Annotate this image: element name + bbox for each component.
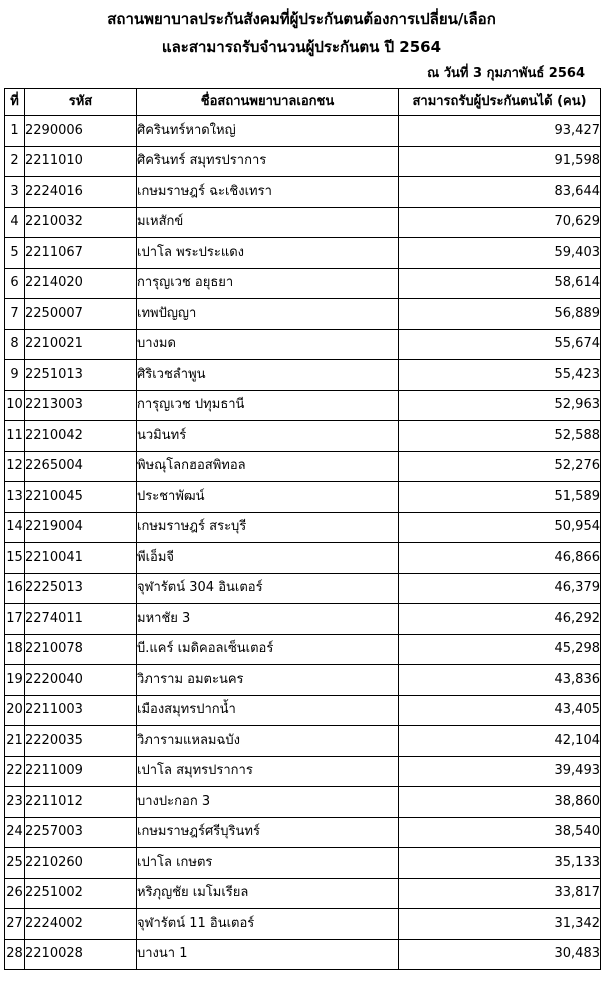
row-number: 16 (5, 573, 25, 604)
hospital-name: เมืองสมุทรปากน้ำ (137, 695, 399, 726)
table-row (5, 543, 601, 574)
hospital-code: 2220035 (25, 726, 137, 757)
hospital-name: เกษมราษฎร์ศรีบุรินทร์ (137, 817, 399, 848)
capacity-value: 31,342 (399, 909, 601, 940)
table-row (5, 726, 601, 757)
capacity-value: 45,298 (399, 634, 601, 665)
capacity-value: 58,614 (399, 268, 601, 299)
table-row (5, 268, 601, 299)
row-number: 18 (5, 634, 25, 665)
hospital-code: 2224016 (25, 177, 137, 208)
hospital-name: จุฬารัตน์ 304 อินเตอร์ (137, 573, 399, 604)
row-number: 20 (5, 695, 25, 726)
capacity-value: 59,403 (399, 238, 601, 269)
table-row (5, 909, 601, 940)
column-header-no: ที่ (5, 89, 25, 116)
hospital-name: วิภารามแหลมฉบัง (137, 726, 399, 757)
capacity-value: 42,104 (399, 726, 601, 757)
table-row (5, 146, 601, 177)
capacity-value: 33,817 (399, 878, 601, 909)
hospital-name: เกษมราษฎร์ สระบุรี (137, 512, 399, 543)
row-number: 14 (5, 512, 25, 543)
row-number: 21 (5, 726, 25, 757)
hospital-table (4, 88, 601, 970)
hospital-code: 2210041 (25, 543, 137, 574)
capacity-value: 56,889 (399, 299, 601, 330)
hospital-code: 2211009 (25, 756, 137, 787)
capacity-value: 46,292 (399, 604, 601, 635)
capacity-value: 51,589 (399, 482, 601, 513)
hospital-name: มหาชัย 3 (137, 604, 399, 635)
capacity-value: 52,588 (399, 421, 601, 452)
hospital-name: นวมินทร์ (137, 421, 399, 452)
capacity-value: 46,379 (399, 573, 601, 604)
capacity-value: 38,540 (399, 817, 601, 848)
capacity-value: 30,483 (399, 939, 601, 970)
table-row (5, 848, 601, 879)
hospital-code: 2250007 (25, 299, 137, 330)
hospital-code: 2251002 (25, 878, 137, 909)
table-row (5, 116, 601, 147)
table-row (5, 756, 601, 787)
hospital-name: มเหสักข์ (137, 207, 399, 238)
hospital-name: เทพปัญญา (137, 299, 399, 330)
capacity-value: 70,629 (399, 207, 601, 238)
hospital-name: ประชาพัฒน์ (137, 482, 399, 513)
hospital-name: วิภาราม อมตะนคร (137, 665, 399, 696)
hospital-name: ศิครินทร์ สมุทรปราการ (137, 146, 399, 177)
row-number: 17 (5, 604, 25, 635)
as-of-date: ณ วันที่ 3 กุมภาพันธ์ 2564 (427, 66, 585, 81)
hospital-code: 2210078 (25, 634, 137, 665)
hospital-code: 2290006 (25, 116, 137, 147)
table-body (5, 116, 601, 970)
hospital-name: บางมด (137, 329, 399, 360)
document-title: สถานพยาบาลประกันสังคมที่ผู้ประกันตนต้องการเปลี่ยน/เลือก (107, 10, 496, 28)
capacity-value: 55,674 (399, 329, 601, 360)
capacity-value: 83,644 (399, 177, 601, 208)
row-number: 19 (5, 665, 25, 696)
row-number: 24 (5, 817, 25, 848)
table-row (5, 177, 601, 208)
row-number: 10 (5, 390, 25, 421)
table-row (5, 817, 601, 848)
hospital-name: ศิริเวชลำพูน (137, 360, 399, 391)
row-number: 3 (5, 177, 25, 208)
table-row (5, 390, 601, 421)
table-row (5, 695, 601, 726)
table-row (5, 360, 601, 391)
capacity-value: 93,427 (399, 116, 601, 147)
capacity-value: 46,866 (399, 543, 601, 574)
capacity-value: 52,963 (399, 390, 601, 421)
hospital-name: เกษมราษฎร์ ฉะเชิงเทรา (137, 177, 399, 208)
hospital-name: เปาโล สมุทรปราการ (137, 756, 399, 787)
hospital-code: 2210260 (25, 848, 137, 879)
table-row (5, 665, 601, 696)
row-number: 28 (5, 939, 25, 970)
hospital-code: 2265004 (25, 451, 137, 482)
hospital-name: การุญเวช ปทุมธานี (137, 390, 399, 421)
hospital-code: 2214020 (25, 268, 137, 299)
hospital-name: หริภุญชัย เมโมเรียล (137, 878, 399, 909)
document-subtitle: และสามารถรับจำนวนผู้ประกันตน ปี 2564 (161, 38, 442, 56)
row-number: 4 (5, 207, 25, 238)
capacity-value: 35,133 (399, 848, 601, 879)
row-number: 15 (5, 543, 25, 574)
row-number: 6 (5, 268, 25, 299)
table-row (5, 512, 601, 543)
hospital-name: เปาโล เกษตร (137, 848, 399, 879)
capacity-value: 50,954 (399, 512, 601, 543)
table-row (5, 939, 601, 970)
row-number: 5 (5, 238, 25, 269)
table-row (5, 299, 601, 330)
table-header-row (5, 89, 601, 116)
row-number: 23 (5, 787, 25, 818)
hospital-name: การุญเวช อยุธยา (137, 268, 399, 299)
hospital-code: 2219004 (25, 512, 137, 543)
hospital-name: บางปะกอก 3 (137, 787, 399, 818)
table-row (5, 482, 601, 513)
capacity-value: 39,493 (399, 756, 601, 787)
hospital-code: 2210032 (25, 207, 137, 238)
hospital-code: 2274011 (25, 604, 137, 635)
capacity-value: 43,405 (399, 695, 601, 726)
table-row (5, 604, 601, 635)
hospital-code: 2211010 (25, 146, 137, 177)
row-number: 26 (5, 878, 25, 909)
hospital-code: 2213003 (25, 390, 137, 421)
capacity-value: 38,860 (399, 787, 601, 818)
hospital-code: 2210028 (25, 939, 137, 970)
row-number: 12 (5, 451, 25, 482)
table-row (5, 787, 601, 818)
hospital-code: 2211012 (25, 787, 137, 818)
hospital-code: 2220040 (25, 665, 137, 696)
hospital-name: บี.แคร์ เมดิคอลเซ็นเตอร์ (137, 634, 399, 665)
hospital-code: 2251013 (25, 360, 137, 391)
hospital-name: พิษณุโลกฮอสพิทอล (137, 451, 399, 482)
capacity-value: 52,276 (399, 451, 601, 482)
row-number: 1 (5, 116, 25, 147)
row-number: 22 (5, 756, 25, 787)
hospital-code: 2210021 (25, 329, 137, 360)
table-row (5, 634, 601, 665)
capacity-value: 55,423 (399, 360, 601, 391)
row-number: 9 (5, 360, 25, 391)
table-row (5, 878, 601, 909)
row-number: 25 (5, 848, 25, 879)
capacity-value: 43,836 (399, 665, 601, 696)
row-number: 13 (5, 482, 25, 513)
table-row (5, 238, 601, 269)
row-number: 2 (5, 146, 25, 177)
capacity-value: 91,598 (399, 146, 601, 177)
hospital-name: พีเอ็มจี (137, 543, 399, 574)
table-row (5, 421, 601, 452)
row-number: 11 (5, 421, 25, 452)
hospital-code: 2210042 (25, 421, 137, 452)
hospital-name: ศิครินทร์หาดใหญ่ (137, 116, 399, 147)
hospital-code: 2224002 (25, 909, 137, 940)
table-row (5, 451, 601, 482)
hospital-code: 2210045 (25, 482, 137, 513)
table-row (5, 207, 601, 238)
column-header-capacity: สามารถรับผู้ประกันตนได้ (คน) (399, 89, 601, 116)
row-number: 27 (5, 909, 25, 940)
hospital-name: เปาโล พระประแดง (137, 238, 399, 269)
hospital-code: 2211067 (25, 238, 137, 269)
hospital-code: 2211003 (25, 695, 137, 726)
row-number: 7 (5, 299, 25, 330)
hospital-name: บางนา 1 (137, 939, 399, 970)
column-header-code: รหัส (25, 89, 137, 116)
hospital-name: จุฬารัตน์ 11 อินเตอร์ (137, 909, 399, 940)
hospital-code: 2257003 (25, 817, 137, 848)
hospital-code: 2225013 (25, 573, 137, 604)
column-header-name: ชื่อสถานพยาบาลเอกชน (137, 89, 399, 116)
table-row (5, 329, 601, 360)
table-row (5, 573, 601, 604)
row-number: 8 (5, 329, 25, 360)
